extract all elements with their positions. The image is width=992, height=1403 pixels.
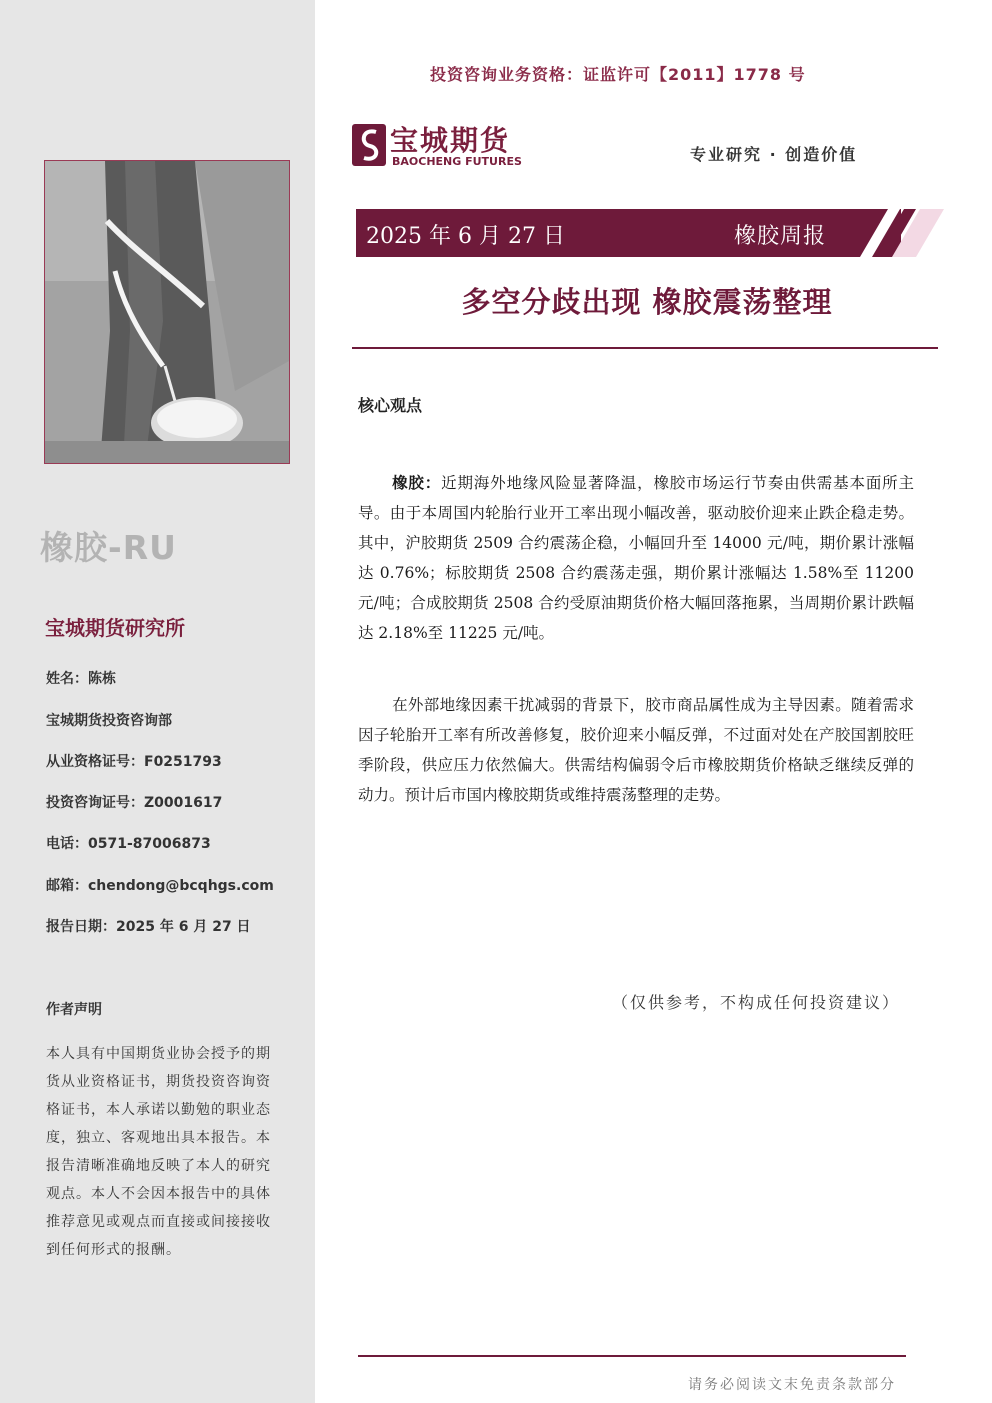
core-heading: 核心观点 — [358, 396, 423, 415]
declaration-title: 作者声明 — [46, 1002, 102, 1018]
logo-icon — [352, 122, 388, 168]
product-title: 橡胶-RU — [40, 528, 177, 567]
department: 宝城期货投资咨询部 — [46, 713, 172, 729]
logo-text: 宝城期货 — [390, 124, 511, 157]
phone: 电话：0571-87006873 — [46, 836, 211, 852]
report-title: 多空分歧出现 橡胶震荡整理 — [461, 285, 833, 319]
report-date: 报告日期：2025 年 6 月 27 日 — [46, 919, 251, 935]
paragraph-rubber — [358, 468, 914, 648]
paragraph-body: 近期海外地缘风险显著降温，橡胶市场运行节奏由供需基本面所主导。由于本周国内轮胎行业开工率出现小幅改善，驱动胶价迎来止跌企稳走势。其中，沪胶期货 2509 合约震荡企稳，小幅回升至 14000 元/吨，期价累计涨幅达 0.76%；标胶期货 2508 合约震荡走强，期价累计涨幅达 1.58%至 11200 元/吨；合成胶期货 2508 合约受原油期货价格大幅回落拖累，当周期价累计跌幅达 2.18%至 11225 元/吨。 — [358, 474, 914, 642]
logo-english: BAOCHENG FUTURES — [392, 155, 522, 168]
footer-divider — [358, 1355, 906, 1357]
footer-note: 请务必阅读文末免责条款部分 — [688, 1377, 896, 1393]
practice-license: 从业资格证号：F0251793 — [46, 754, 222, 770]
rubber-tree-image — [45, 161, 289, 463]
consulting-license: 投资咨询证号：Z0001617 — [46, 795, 223, 811]
analyst-name: 姓名：陈栋 — [46, 671, 116, 687]
qualification-line: 投资咨询业务资格：证监许可【2011】1778 号 — [430, 65, 806, 84]
slogan: 专业研究 · 创造价值 — [690, 145, 858, 164]
banner-report-type: 橡胶周报 — [734, 224, 827, 249]
paragraph-lead: 橡胶： — [392, 473, 442, 492]
email: 邮箱：chendong@bcqhgs.com — [46, 878, 274, 894]
paragraph-outlook: 在外部地缘因素干扰减弱的背景下，胶市商品属性成为主导因素。随着需求因子轮胎开工率有所改善修复，胶价迎来小幅反弹，不过面对处在产胶国割胶旺季阶段，供应压力依然偏大。供需结构偏弱令后市橡胶期货价格缺乏继续反弹的动力。预计后市国内橡胶期货或维持震荡整理的走势。 — [358, 696, 914, 804]
title-divider — [352, 347, 938, 349]
institute-name: 宝城期货研究所 — [45, 616, 185, 640]
banner-stripe-decoration — [860, 209, 944, 257]
banner-date: 2025 年 6 月 27 日 — [366, 224, 565, 249]
disclaimer: （仅供参考，不构成任何投资建议） — [612, 993, 901, 1012]
rubber-tapping-photo — [44, 160, 290, 464]
declaration-text: 本人具有中国期货业协会授予的期货从业资格证书，期货投资咨询资格证书，本人承诺以勤勉的职业态度，独立、客观地出具本报告。本报告清晰准确地反映了本人的研究观点。本人不会因本报告中的具体推荐意见或观点而直接或间接接收到任何形式的报酬。 — [46, 1046, 271, 1258]
